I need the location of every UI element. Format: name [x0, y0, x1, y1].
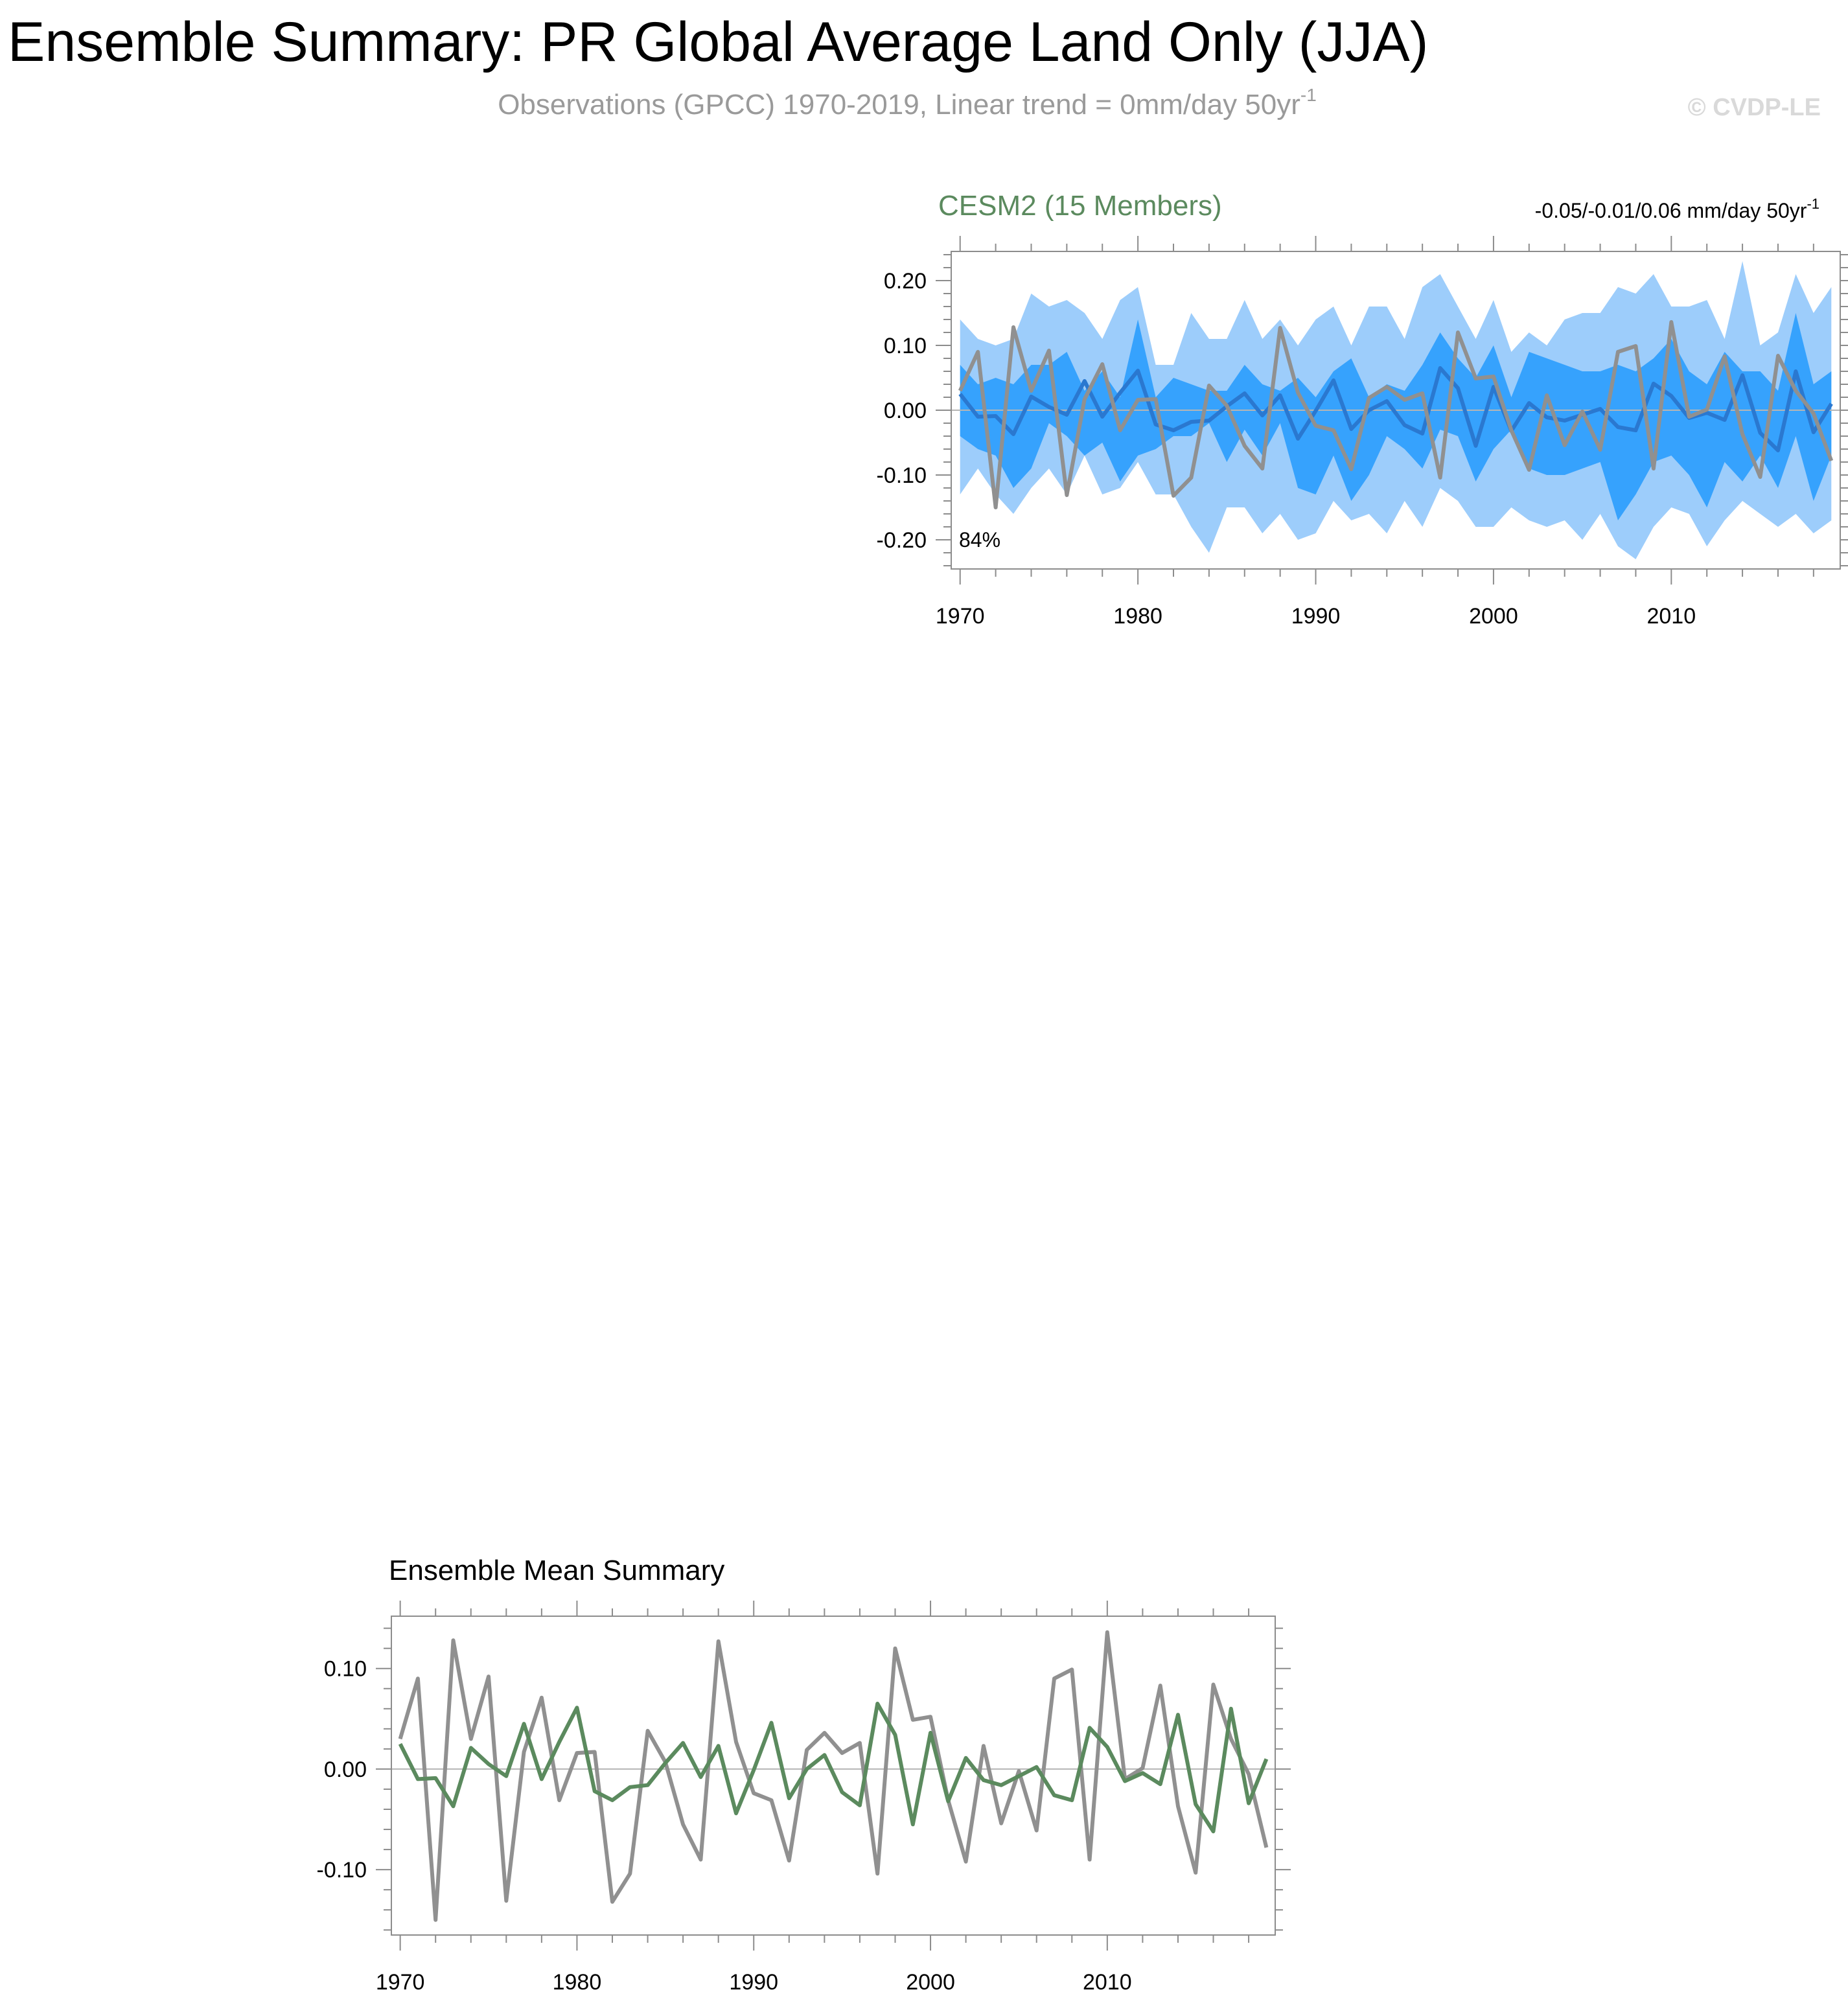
- cesm2-y-tick-label: -0.20: [876, 528, 927, 553]
- ensemble-mean-panel-title: Ensemble Mean Summary: [389, 1555, 725, 1586]
- ensemble-mean-ens-mean-green-line: [400, 1704, 1267, 1831]
- figure-subtitle-text: Observations (GPCC) 1970-2019, Linear trend = 0mm/day 50yr: [498, 89, 1300, 121]
- ensemble-mean-panel: [317, 1555, 1291, 1995]
- cesm2-trend-text: -0.05/-0.01/0.06 mm/day 50yr: [1534, 199, 1807, 222]
- cesm2-x-tick-label: 1970: [935, 604, 985, 629]
- cesm2-y-tick-label: 0.10: [883, 334, 927, 358]
- cesm2-x-tick-label: 2000: [1469, 604, 1518, 629]
- cesm2-x-tick-label: 1990: [1291, 604, 1341, 629]
- ensemble-mean-x-tick-label: 1990: [729, 1970, 779, 1995]
- cesm2-plot-area: [877, 236, 1848, 629]
- ensemble-mean-y-tick-label: 0.00: [323, 1757, 367, 1782]
- copyright-label: © CVDP-LE: [1687, 94, 1821, 121]
- cesm2-y-tick-label: 0.00: [883, 399, 927, 423]
- cesm2-panel-title: CESM2 (15 Members): [938, 190, 1222, 222]
- cesm2-panel: [877, 190, 1848, 629]
- ensemble-mean-plot-area: [317, 1601, 1291, 1995]
- cesm2-x-tick-label: 2010: [1646, 604, 1696, 629]
- ensemble-mean-x-tick-label: 2000: [906, 1970, 955, 1995]
- ensemble-mean-y-tick-label: 0.10: [323, 1656, 367, 1682]
- cesm2-y-tick-label: -0.10: [876, 463, 927, 488]
- ensemble-mean-y-tick-label: -0.10: [316, 1858, 367, 1883]
- cesm2-percent-annotation: 84%: [959, 528, 1001, 551]
- figure-title: Ensemble Summary: PR Global Average Land Only (JJA): [8, 11, 1429, 73]
- cesm2-trend-label: [1535, 196, 1819, 222]
- figure-subtitle-sup: -1: [1300, 85, 1317, 105]
- ensemble-mean-x-tick-label: 1980: [552, 1970, 602, 1995]
- cesm2-y-tick-label: 0.20: [883, 269, 927, 294]
- cesm2-x-tick-label: 1980: [1113, 604, 1162, 629]
- figure-subtitle: [498, 85, 1317, 121]
- cesm2-trend-sup: -1: [1807, 196, 1819, 212]
- ensemble-mean-x-tick-label: 1970: [375, 1970, 425, 1995]
- ensemble-mean-x-tick-label: 2010: [1083, 1970, 1132, 1995]
